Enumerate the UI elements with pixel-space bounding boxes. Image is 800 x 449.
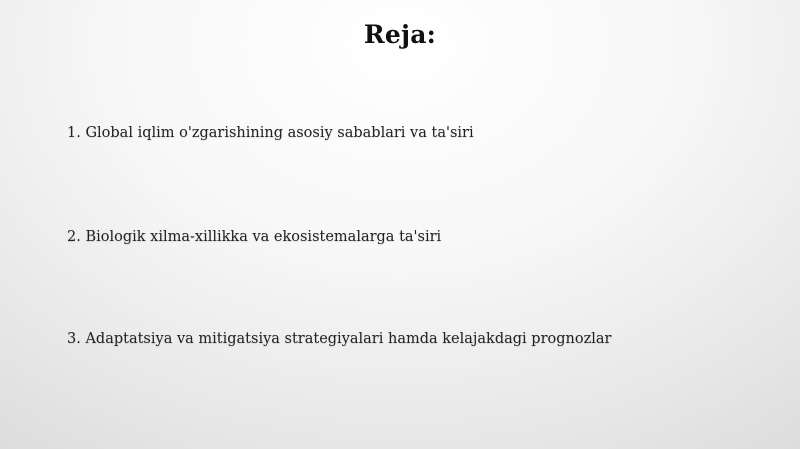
agenda-item-2: 2. Biologik xilma-xillikka va ekosistemalarga ta'siri [67, 229, 442, 245]
slide-title: Reja: [363, 20, 437, 49]
agenda-item-3: 3. Adaptatsiya va mitigatsiya strategiyalari hamda kelajakdagi prognozlar [67, 331, 612, 347]
agenda-item-1: 1. Global iqlim o'zgarishining asosiy sabablari va ta'siri [67, 125, 474, 141]
